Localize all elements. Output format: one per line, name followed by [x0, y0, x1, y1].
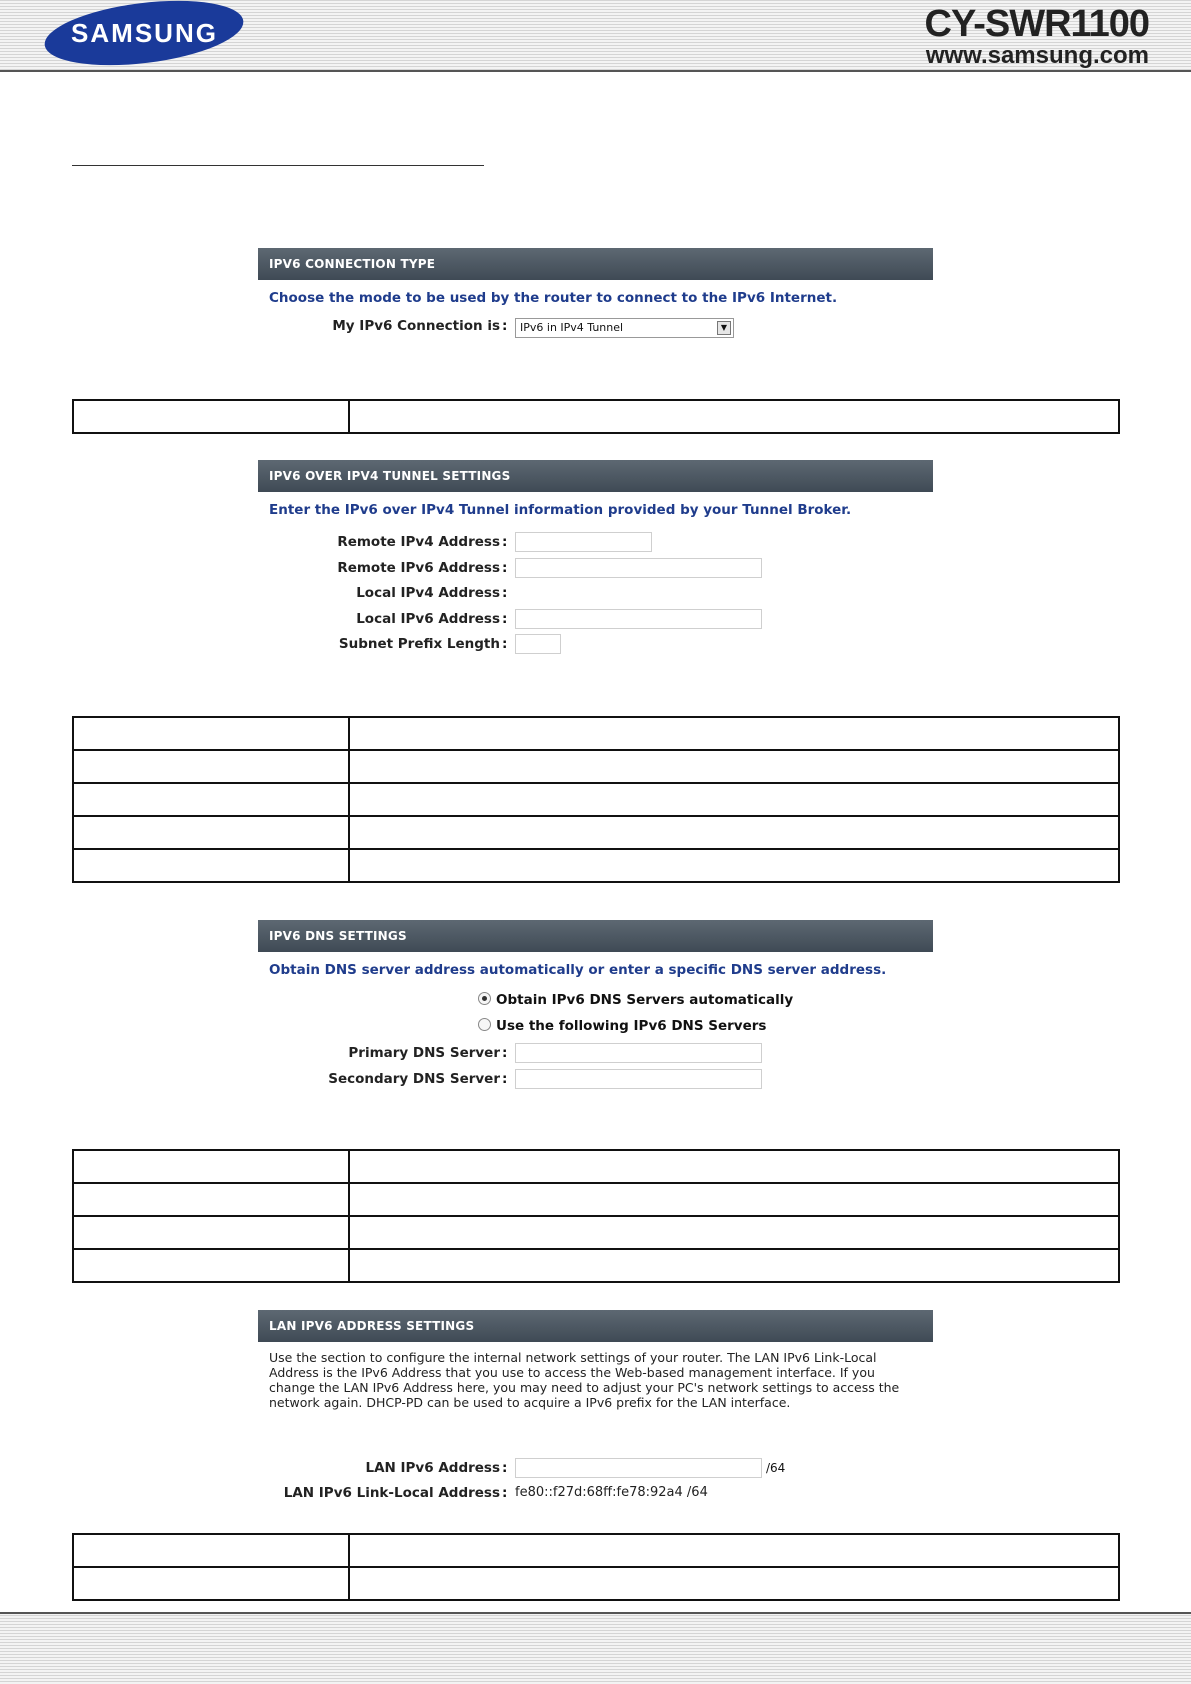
- section-title-underline: [72, 165, 484, 166]
- link-local-label: LAN IPv6 Link-Local Address: [283, 1485, 500, 1501]
- remote-ipv4-label: Remote IPv4 Address: [337, 534, 500, 550]
- logo-text: SAMSUNG: [70, 17, 218, 48]
- table-row: [73, 1183, 1119, 1216]
- colon: :: [502, 585, 508, 601]
- colon: :: [502, 1045, 508, 1061]
- colon: :: [502, 560, 508, 576]
- lan-ipv6-label: LAN IPv6 Address: [365, 1460, 500, 1476]
- website-text: www.samsung.com: [925, 42, 1149, 69]
- dns-auto-label: Obtain IPv6 DNS Servers automatically: [496, 992, 794, 1008]
- table-row: [73, 1567, 1119, 1600]
- table-row: [73, 1216, 1119, 1249]
- page-footer: [0, 1612, 1191, 1684]
- header-divider: [0, 70, 1191, 72]
- footer-divider: [0, 1612, 1191, 1614]
- table-row: [73, 717, 1119, 750]
- dns-auto-option[interactable]: [478, 992, 793, 1014]
- subnet-prefix-input[interactable]: [515, 634, 561, 654]
- table-row: [73, 750, 1119, 783]
- remote-ipv6-label: Remote IPv6 Address: [337, 560, 500, 576]
- colon: :: [502, 636, 508, 652]
- description-table-2: [72, 716, 1120, 883]
- connection-type-value: IPv6 in IPv4 Tunnel: [520, 321, 624, 334]
- description-table-3: [72, 1149, 1120, 1283]
- lan-ipv6-input[interactable]: [515, 1458, 762, 1478]
- connection-type-select[interactable]: [515, 318, 734, 338]
- panel-intro: Enter the IPv6 over IPv4 Tunnel information provided by your Tunnel Broker.: [269, 502, 852, 518]
- colon: :: [502, 1460, 508, 1476]
- panel-title: IPV6 OVER IPV4 TUNNEL SETTINGS: [258, 460, 933, 492]
- remote-ipv6-input[interactable]: [515, 558, 762, 578]
- table-row: [73, 400, 1119, 433]
- prefix-suffix: /64: [766, 1461, 786, 1475]
- dns-settings-panel: [258, 920, 933, 1132]
- colon: :: [502, 318, 508, 334]
- table-row: [73, 783, 1119, 816]
- colon: :: [502, 1485, 508, 1501]
- model-name: CY-SWR1100: [924, 3, 1149, 45]
- secondary-dns-label: Secondary DNS Server: [328, 1071, 500, 1087]
- panel-title: IPV6 DNS SETTINGS: [258, 920, 933, 952]
- table-row: [73, 849, 1119, 882]
- table-row: [73, 1249, 1119, 1282]
- subnet-prefix-label: Subnet Prefix Length: [338, 636, 500, 652]
- dns-manual-option[interactable]: [478, 1018, 766, 1040]
- link-local-value: fe80::f27d:68ff:fe78:92a4 /64: [515, 1485, 708, 1500]
- model-block: [925, 4, 1149, 68]
- chevron-down-icon[interactable]: ▼: [717, 321, 731, 335]
- description-table-1: [72, 399, 1120, 434]
- colon: :: [502, 534, 508, 550]
- panel-title: IPV6 CONNECTION TYPE: [258, 248, 933, 280]
- remote-ipv4-input[interactable]: [515, 532, 652, 552]
- dns-manual-label: Use the following IPv6 DNS Servers: [496, 1018, 767, 1034]
- ipv6-connection-type-panel: [258, 248, 933, 350]
- tunnel-settings-panel: [258, 460, 933, 692]
- radio-unselected-icon[interactable]: [478, 1018, 491, 1031]
- table-row: [73, 1150, 1119, 1183]
- colon: :: [502, 1071, 508, 1087]
- primary-dns-input[interactable]: [515, 1043, 762, 1063]
- panel-intro: Obtain DNS server address automatically or enter a specific DNS server address.: [269, 962, 887, 978]
- panel-intro: Choose the mode to be used by the router to connect to the IPv6 Internet.: [269, 290, 838, 306]
- panel-intro: Use the section to configure the internal network settings of your router. The LAN IPv6 Link-Local Address is the IPv6 Address that you use to access the Web-based management interface. If you change the LAN IPv6 Address here, you may need to adjust your PC's network settings to access the network again. DHCP-PD can be used to acquire a IPv6 prefix for the LAN interface.: [269, 1350, 900, 1410]
- local-ipv4-label: Local IPv4 Address: [356, 585, 500, 601]
- local-ipv6-input[interactable]: [515, 609, 762, 629]
- description-table-4: [72, 1533, 1120, 1601]
- lan-ipv6-panel: [258, 1310, 933, 1501]
- local-ipv6-label: Local IPv6 Address: [356, 611, 500, 627]
- table-row: [73, 816, 1119, 849]
- table-row: [73, 1534, 1119, 1567]
- primary-dns-label: Primary DNS Server: [348, 1045, 500, 1061]
- colon: :: [502, 611, 508, 627]
- connection-type-label: My IPv6 Connection is: [332, 318, 500, 334]
- secondary-dns-input[interactable]: [515, 1069, 762, 1089]
- radio-selected-icon[interactable]: [478, 992, 491, 1005]
- panel-title: LAN IPV6 ADDRESS SETTINGS: [258, 1310, 933, 1342]
